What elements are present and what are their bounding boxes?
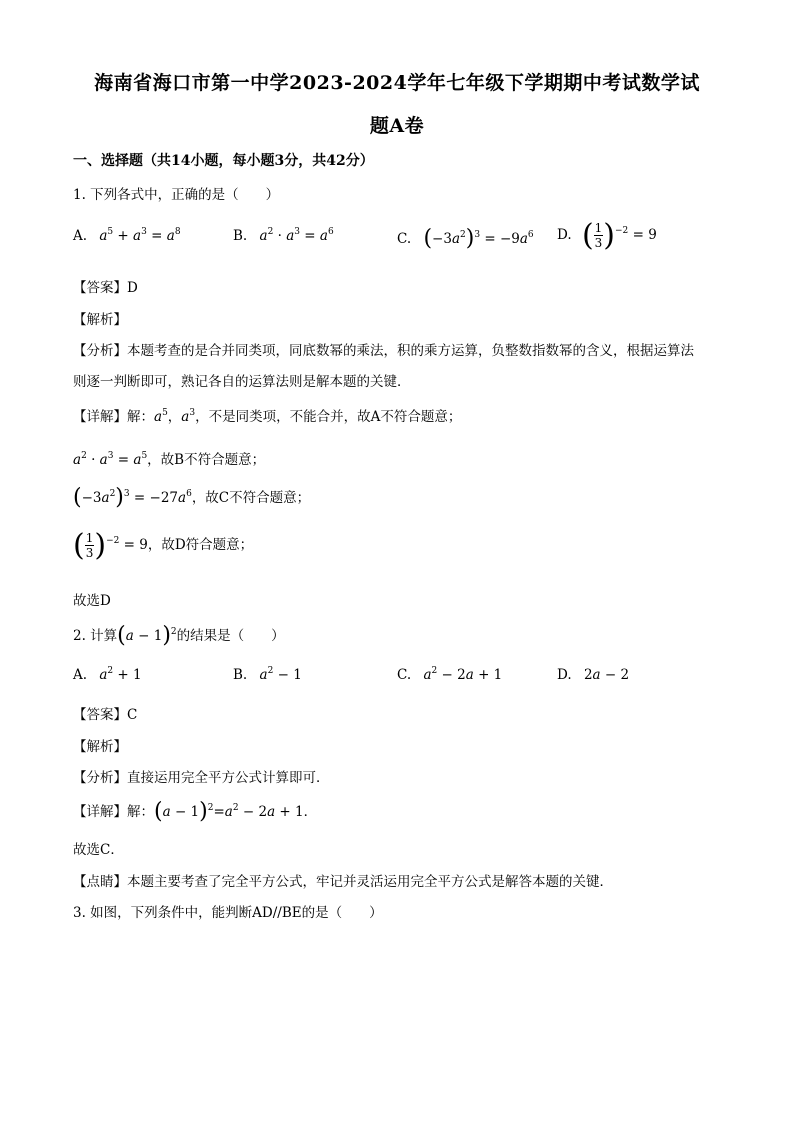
q2-option-c — [397, 667, 502, 683]
q1-option-c — [397, 226, 534, 251]
q2-detail — [73, 799, 317, 824]
q1-answer: 【答案】D — [73, 280, 138, 296]
q2-option-d-expr: 2a − 2 — [583, 667, 630, 683]
q1-detail-a — [73, 405, 461, 425]
q1-option-d-label: D. — [557, 227, 572, 243]
q1-fenxi-line1: 【分析】本题考查的是合并同类项，同底数幂的乘法，积的乘方运算，负整数指数幂的含义，根据运算法 — [73, 343, 694, 359]
q1-option-c-label: C. — [397, 231, 412, 247]
q1-detail-c-expr: $(-3a^2)^3 = -27a^6$ — [73, 485, 192, 510]
q1-detail-a-tail: ，不是同类项，不能合并，故A不符合题意； — [195, 409, 462, 425]
q2-fenxi: 【分析】直接运用完全平方公式计算即可． — [73, 770, 330, 786]
q1-option-b-expr: $a^2 \cdot a^3 = a^6$ — [259, 227, 334, 244]
q1-detail-d-tail: ，故D符合题意； — [147, 537, 254, 553]
section-heading-choice: 一、选择题（共14小题，每小题3分，共42分） — [73, 153, 374, 169]
q2-option-a — [73, 667, 142, 683]
q2-stem — [73, 623, 285, 648]
q1-detail-d-expr: ( $\frac{1}{3}$ )$^{-2}$ = 9 — [73, 528, 148, 563]
q2-choose: 故选C． — [73, 842, 124, 858]
q2-option-a-expr: $a^2 + 1$ — [99, 666, 142, 683]
q1-detail-prefix: 【详解】解： — [73, 409, 154, 425]
q1-option-d-expr: ( $\frac{1}{3}$ )$^{-2}$ = 9 — [581, 218, 657, 253]
q1-detail-b-tail: ，故B不符合题意； — [147, 452, 266, 468]
q2-option-d-label: D. — [557, 667, 572, 683]
q1-detail-b — [73, 448, 265, 468]
q1-option-d — [557, 218, 657, 253]
q2-option-a-label: A. — [73, 667, 88, 683]
q1-option-a-label: A. — [73, 228, 88, 244]
q2-option-c-label: C. — [397, 667, 412, 683]
q2-option-b — [233, 667, 302, 683]
q2-option-c-expr: $a^2 - 2a + 1$ — [423, 666, 503, 683]
q2-option-b-expr: $a^2 - 1$ — [259, 666, 302, 683]
q1-detail-a-expr: $a^5$，$a^3$ — [154, 408, 196, 425]
q1-choose: 故选D — [73, 593, 111, 609]
q1-jiexi-heading: 【解析】 — [73, 312, 127, 328]
q1-detail-b-expr: $a^2 \cdot a^3 = a^5$ — [73, 451, 148, 468]
q1-option-a — [73, 228, 181, 244]
q2-stem-expr: $(a - 1)^2$ — [117, 623, 177, 648]
q2-option-b-label: B. — [233, 667, 248, 683]
q1-option-a-expr: $a^5 + a^3 = a^8$ — [99, 227, 181, 244]
q2-answer: 【答案】C — [73, 707, 138, 723]
q2-dianjing: 【点睛】本题主要考查了完全平方公式，牢记并灵活运用完全平方公式是解答本题的关键． — [73, 874, 613, 890]
q1-stem: 1. 下列各式中，正确的是（ ） — [73, 187, 280, 203]
q2-stem-suffix: 的结果是（ ） — [176, 628, 285, 644]
page-title-line2: 题A卷 — [369, 115, 425, 137]
q1-detail-c — [73, 485, 310, 510]
q2-jiexi-heading: 【解析】 — [73, 739, 127, 755]
q1-detail-d — [73, 528, 253, 563]
q1-option-b-label: B. — [233, 228, 248, 244]
q2-option-d — [557, 667, 629, 683]
q1-fenxi-line2: 则逐一判断即可，熟记各自的运算法则是解本题的关键． — [73, 374, 411, 390]
q1-detail-c-tail: ，故C不符合题意； — [191, 490, 311, 506]
q2-stem-prefix: 2. 计算 — [73, 628, 118, 644]
q3-stem: 3. 如图，下列条件中，能判断AD//BE的是（ ） — [73, 905, 383, 921]
q1-option-b — [233, 228, 334, 244]
q1-option-c-expr: $(-3a^2)^3 = -9a^6$ — [423, 226, 534, 251]
page-title-line1: 海南省海口市第一中学2023-2024学年七年级下学期期中考试数学试 — [94, 72, 700, 94]
q2-detail-expr: $(a - 1)^2=a^2 - 2a + 1$． — [154, 799, 318, 824]
q2-detail-prefix: 【详解】解： — [73, 804, 154, 820]
